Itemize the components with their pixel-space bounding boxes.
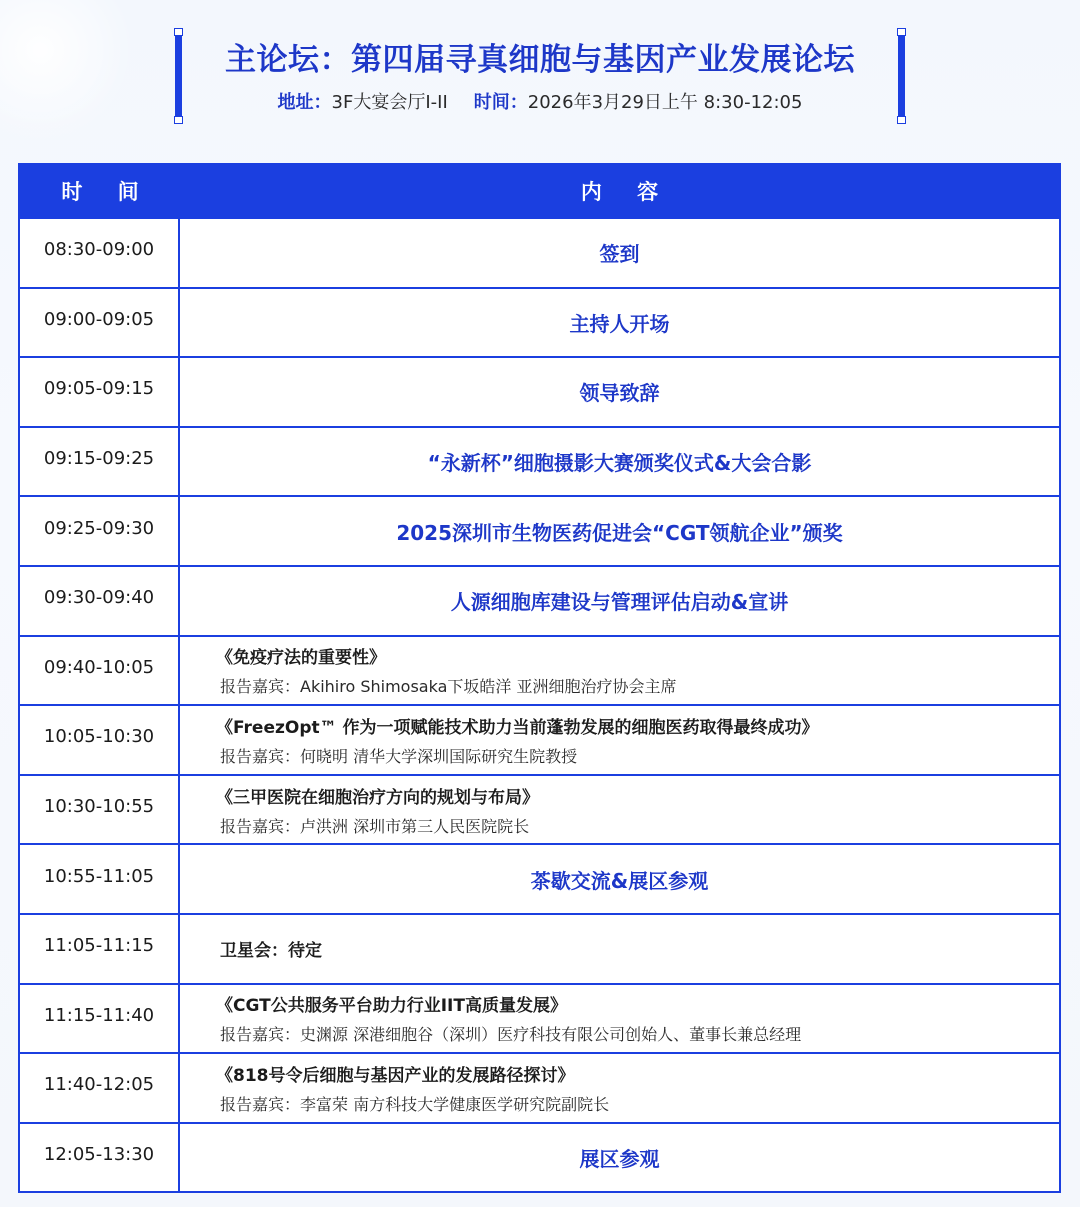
table-row — [20, 704, 1059, 774]
row-content: “永新杯”细胞摄影大赛颁奖仪式&大会合影 — [427, 451, 812, 476]
table-row — [20, 356, 1059, 426]
table-row — [20, 426, 1059, 496]
row-time: 10:55-11:05 — [20, 845, 180, 913]
row-talk — [180, 637, 1059, 705]
table-row — [20, 843, 1059, 913]
row-time: 09:05-09:15 — [20, 358, 180, 426]
row-time: 12:05-13:30 — [20, 1124, 180, 1192]
agenda-table — [18, 163, 1061, 1193]
row-talk — [180, 706, 1059, 774]
row-time: 09:30-09:40 — [20, 567, 180, 635]
row-time: 09:40-10:05 — [20, 637, 180, 705]
table-row — [20, 1122, 1059, 1192]
row-content: 卫星会：待定 — [220, 941, 322, 962]
talk-speaker: 报告嘉宾：Akihiro Shimosaka下坂皓洋 亚洲细胞治疗协会主席 — [220, 677, 677, 697]
row-content: 茶歇交流&展区参观 — [530, 868, 709, 893]
row-time: 11:40-12:05 — [20, 1054, 180, 1122]
row-talk — [180, 985, 1059, 1053]
table-row — [20, 983, 1059, 1053]
talk-title: 《三甲医院在细胞治疗方向的规划与布局》 — [216, 787, 539, 808]
row-content: 展区参观 — [579, 1147, 660, 1172]
row-content: 主持人开场 — [569, 311, 670, 336]
row-time: 11:15-11:40 — [20, 985, 180, 1053]
row-content: 签到 — [599, 242, 640, 267]
talk-speaker: 报告嘉宾：李富荣 南方科技大学健康医学研究院副院长 — [220, 1094, 610, 1114]
talk-title: 《CGT公共服务平台助力行业IIT高质量发展》 — [216, 996, 567, 1017]
talk-title: 《免疫疗法的重要性》 — [216, 648, 386, 669]
row-time: 10:30-10:55 — [20, 776, 180, 844]
talk-title: 《818号令后细胞与基因产业的发展路径探讨》 — [216, 1065, 575, 1086]
address-value: 3F大宴会厅I-II — [331, 92, 448, 113]
forum-meta — [175, 88, 905, 114]
talk-speaker: 报告嘉宾：何晓明 清华大学深圳国际研究生院教授 — [220, 746, 578, 766]
table-row — [20, 495, 1059, 565]
row-content: 2025深圳市生物医药促进会“CGT领航企业”颁奖 — [396, 520, 843, 545]
talk-title: 《FreezOpt™ 作为一项赋能技术助力当前蓬勃发展的细胞医药取得最终成功》 — [216, 717, 819, 738]
time-value: 2026年3月29日上午 8:30-12:05 — [527, 92, 803, 113]
table-header — [20, 165, 1059, 217]
row-content: 人源细胞库建设与管理评估启动&宣讲 — [450, 590, 789, 615]
row-time: 10:05-10:30 — [20, 706, 180, 774]
table-row — [20, 635, 1059, 705]
row-content: 领导致辞 — [579, 381, 660, 406]
row-talk — [180, 776, 1059, 844]
talk-speaker: 报告嘉宾：卢洪洲 深圳市第三人民医院院长 — [220, 816, 530, 836]
column-header-content: 内 容 — [580, 180, 673, 204]
time-label: 时间： — [473, 92, 528, 113]
row-time: 09:15-09:25 — [20, 428, 180, 496]
talk-speaker: 报告嘉宾：史渊源 深港细胞谷（深圳）医疗科技有限公司创始人、董事长兼总经理 — [220, 1025, 802, 1045]
row-time: 09:25-09:30 — [20, 497, 180, 565]
table-row — [20, 774, 1059, 844]
table-row — [20, 1052, 1059, 1122]
address-label: 地址： — [277, 92, 332, 113]
forum-header — [175, 30, 905, 122]
table-row — [20, 287, 1059, 357]
table-row — [20, 217, 1059, 287]
row-time: 09:00-09:05 — [20, 289, 180, 357]
column-header-time: 时 间 — [61, 180, 153, 204]
table-row — [20, 565, 1059, 635]
row-time: 11:05-11:15 — [20, 915, 180, 983]
row-talk — [180, 1054, 1059, 1122]
table-row — [20, 913, 1059, 983]
forum-title: 主论坛：第四届寻真细胞与基因产业发展论坛 — [225, 42, 855, 78]
background-glow — [0, 0, 140, 140]
row-time: 08:30-09:00 — [20, 219, 180, 287]
